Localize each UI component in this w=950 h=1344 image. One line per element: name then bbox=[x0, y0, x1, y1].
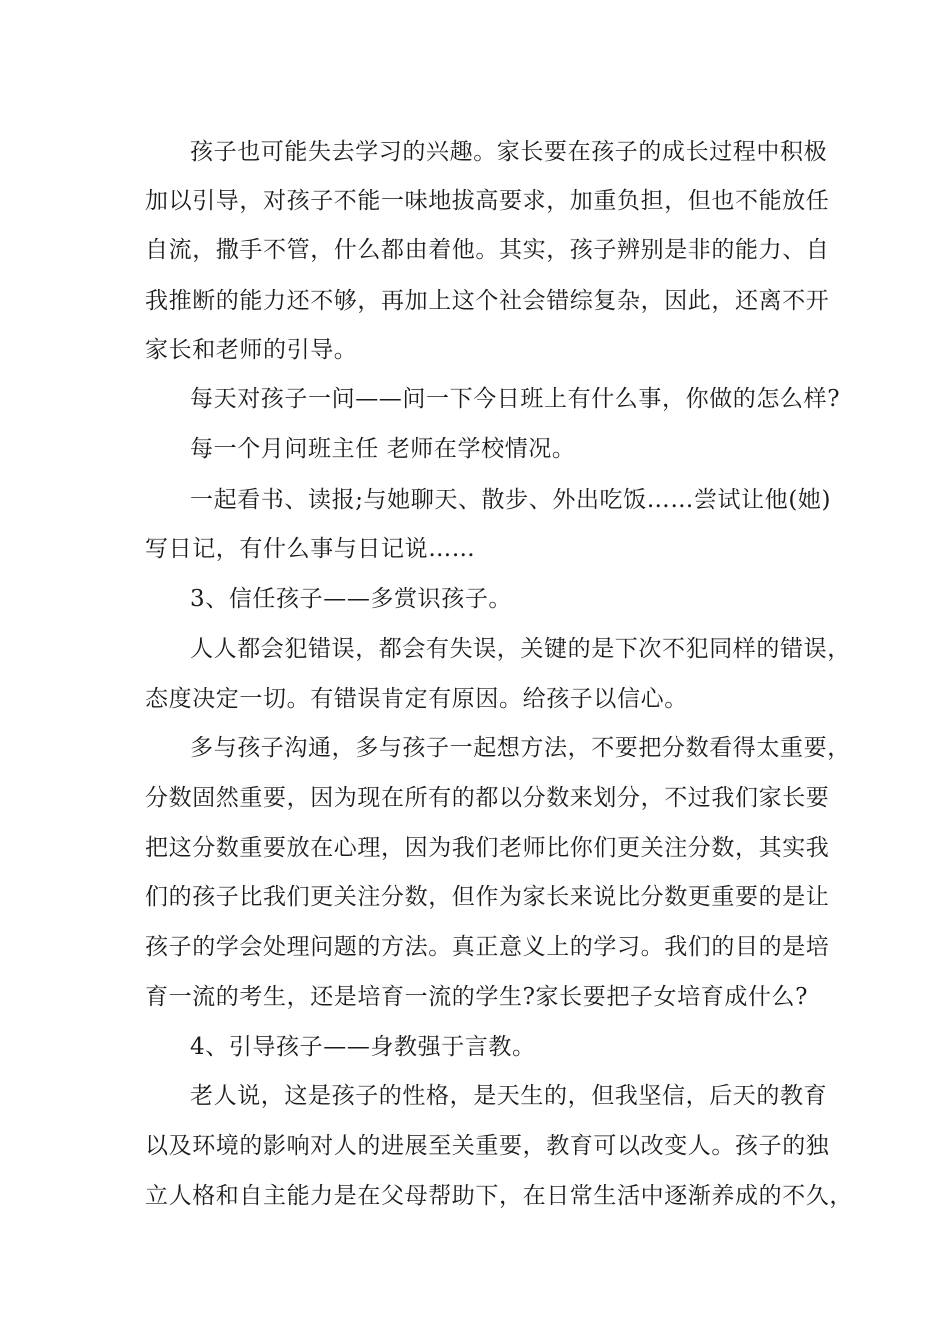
paragraph-line: 以及环境的影响对人的进展至关重要，教育可以改变人。孩子的独 bbox=[145, 1133, 830, 1159]
paragraph-line: 分数固然重要，因为现在所有的都以分数来划分，不过我们家长要 bbox=[145, 785, 830, 811]
paragraph-line: 一起看书、读报;与她聊天、散步、外出吃饭……尝试让他(她) bbox=[190, 487, 832, 513]
paragraph-line: 我推断的能力还不够，再加上这个社会错综复杂，因此，还离不开 bbox=[145, 288, 830, 314]
paragraph-line: 每一个月问班主任 老师在学校情况。 bbox=[190, 436, 576, 462]
section-heading: 3、信任孩子——多赏识孩子。 bbox=[190, 586, 513, 612]
paragraph-line: 立人格和自主能力是在父母帮助下，在日常生活中逐渐养成的不久， bbox=[145, 1183, 853, 1209]
paragraph-line: 写日记，有什么事与日记说…… bbox=[145, 536, 476, 562]
paragraph-line: 每天对孩子一问——问一下今日班上有什么事，你做的怎么样? bbox=[190, 386, 841, 412]
paragraph-line: 多与孩子沟通，多与孩子一起想方法，不要把分数看得太重要， bbox=[190, 735, 851, 761]
paragraph-line: 态度决定一切。有错误肯定有原因。给孩子以信心。 bbox=[145, 686, 688, 712]
paragraph-line: 老人说，这是孩子的性格，是天生的，但我坚信，后天的教育 bbox=[190, 1083, 828, 1109]
paragraph-line: 加以引导，对孩子不能一味地拔高要求，加重负担，但也不能放任 bbox=[145, 188, 830, 214]
paragraph-line: 把这分数重要放在心理，因为我们老师比你们更关注分数，其实我 bbox=[145, 835, 830, 861]
paragraph-line: 人人都会犯错误，都会有失误，关键的是下次不犯同样的错误， bbox=[190, 636, 851, 662]
paragraph-line: 孩子的学会处理问题的方法。真正意义上的学习。我们的目的是培 bbox=[145, 934, 830, 960]
paragraph-line: 家长和老师的引导。 bbox=[145, 337, 358, 363]
paragraph-line: 育一流的考生，还是培育一流的学生?家长要把子女培育成什么? bbox=[145, 984, 809, 1010]
paragraph-line: 自流，撒手不管，什么都由着他。其实，孩子辨别是非的能力、自 bbox=[145, 237, 830, 263]
paragraph-line: 孩子也可能失去学习的兴趣。家长要在孩子的成长过程中积极 bbox=[190, 139, 828, 165]
section-heading: 4、引导孩子——身教强于言教。 bbox=[190, 1034, 536, 1060]
paragraph-line: 们的孩子比我们更关注分数，但作为家长来说比分数更重要的是让 bbox=[145, 884, 830, 910]
